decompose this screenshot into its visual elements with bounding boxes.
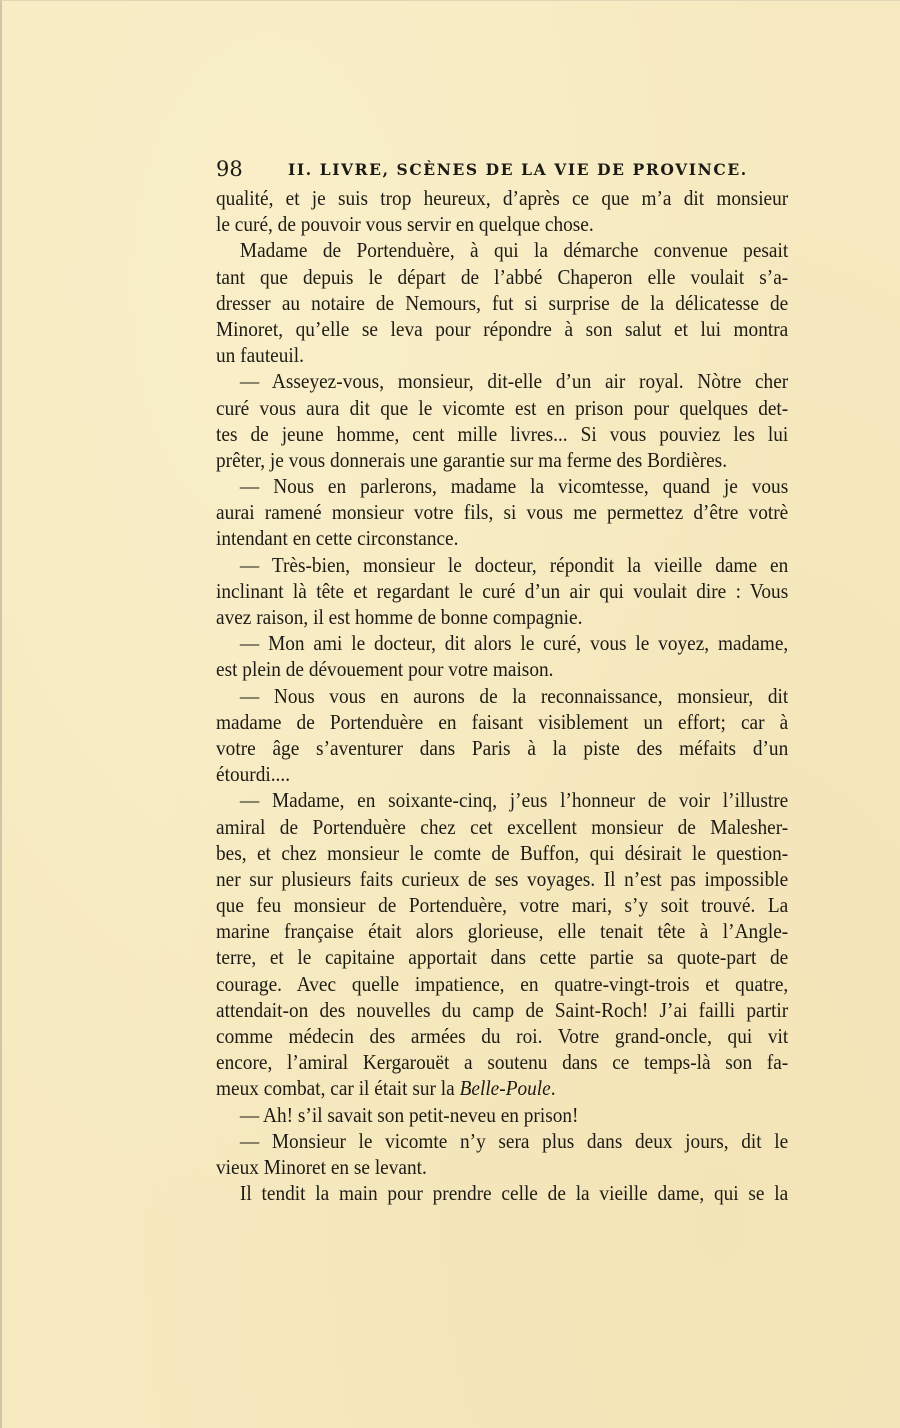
text-fragment: . [550,1076,556,1101]
text-line: le curé, de pouvoir vous servir en quelque chose. [216,212,594,237]
paragraph-start-line: — Asseyez-vous, monsieur, dit-elle d’un air royal. Nòtre cher [239,369,789,394]
text-line: est plein de dévouement pour votre maison. [216,657,554,682]
paragraph-start-line: — Mon ami le docteur, dit alors le curé, vous le voyez, madame, [239,631,789,656]
text-line: encore, l’amiral Kergarouët a soutenu dans ce temps-là son fa- [216,1050,789,1075]
paragraph-start-line: Il tendit la main pour prendre celle de la vieille dame, qui se la [239,1181,789,1206]
paragraph-start-line: — Monsieur le vicomte n’y sera plus dans deux jours, dit le [239,1128,789,1153]
ship-name-italic: Belle-Poule [459,1076,551,1101]
text-line: amiral de Portenduère chez cet excellent monsieur de Malesher- [216,814,789,839]
text-line: bes, et chez monsieur le comte de Buffon, qui désirait le question- [216,840,789,865]
text-line: que feu monsieur de Portenduère, votre mari, s’y soit trouvé. La [216,893,789,918]
text-line: terre, et le capitaine apportait dans cette partie sa quote-part de [216,945,789,970]
text-line: intendant en cette circonstance. [216,526,459,551]
paragraph-start-line: Madame de Portenduère, à qui la démarche convenue pesait [239,238,789,263]
page-number: 98 [216,157,243,181]
body-text [216,185,788,1206]
text-line: Minoret, qu’elle se leva pour répondre à son salut et lui montra [216,316,789,341]
text-line: vieux Minoret en se levant. [216,1154,427,1179]
text-line: curé vous aura dit que le vicomte est en prison pour quelques det- [216,395,789,420]
running-head-title: II. LIVRE, SCÈNES DE LA VIE DE PROVINCE. [288,160,748,179]
text-line: marine française était alors glorieuse, elle tenait tête à l’Angle- [216,919,789,944]
text-line: prêter, je vous donnerais une garantie sur ma ferme des Bordières. [216,447,728,472]
text-line: dresser au notaire de Nemours, fut si surprise de la délicatesse de [216,290,789,315]
text-line: qualité, et je suis trop heureux, d’après ce que m’a dit monsieur [216,186,789,210]
text-line: ner sur plusieurs faits curieux de ses voyages. Il n’est pas impossible [216,866,789,891]
paragraph-start-line: — Très-bien, monsieur le docteur, répondit la vieille dame en [239,552,789,577]
text-line: votre âge s’aventurer dans Paris à la piste des méfaits d’un [216,735,789,760]
text-line: tes de jeune homme, cent mille livres... Si vous pouviez les lui [216,421,789,446]
paragraph-start-line: — Nous vous en aurons de la reconnaissance, monsieur, dit [239,683,789,708]
text-line: aurai ramené monsieur votre fils, si vous me permettez d’être votrè [216,500,789,525]
text-line: attendait-on des nouvelles du camp de Saint-Roch! J’ai failli partir [216,997,789,1022]
running-head [216,156,788,184]
paragraph-start-line: — Nous en parlerons, madame la vicomtesse, quand je vous [239,474,789,499]
text-fragment: meux combat, car il était sur la [216,1076,460,1101]
text-line: avez raison, il est homme de bonne compagnie. [216,605,583,629]
text-line: courage. Avec quelle impatience, en quatre-vingt-trois et quatre, [216,971,789,996]
paragraph-start-line: — Madame, en soixante-cinq, j’eus l’honneur de voir l’illustre [239,788,789,813]
text-line: comme médecin des armées du roi. Votre grand-oncle, qui vit [216,1024,789,1048]
text-line: un fauteuil. [216,343,304,368]
paragraph-start-line: — Ah! s’il savait son petit-neveu en prison! [239,1102,579,1127]
text-line: madame de Portenduère en faisant visiblement un effort; car à [216,709,789,734]
text-line: étourdi.... [216,762,291,787]
text-line: inclinant là tête et regardant le curé d’un air qui voulait dire : Vous [216,578,789,603]
text-line: tant que depuis le départ de l’abbé Chaperon elle voulait s’a- [216,264,789,289]
text-line [216,1075,788,1101]
